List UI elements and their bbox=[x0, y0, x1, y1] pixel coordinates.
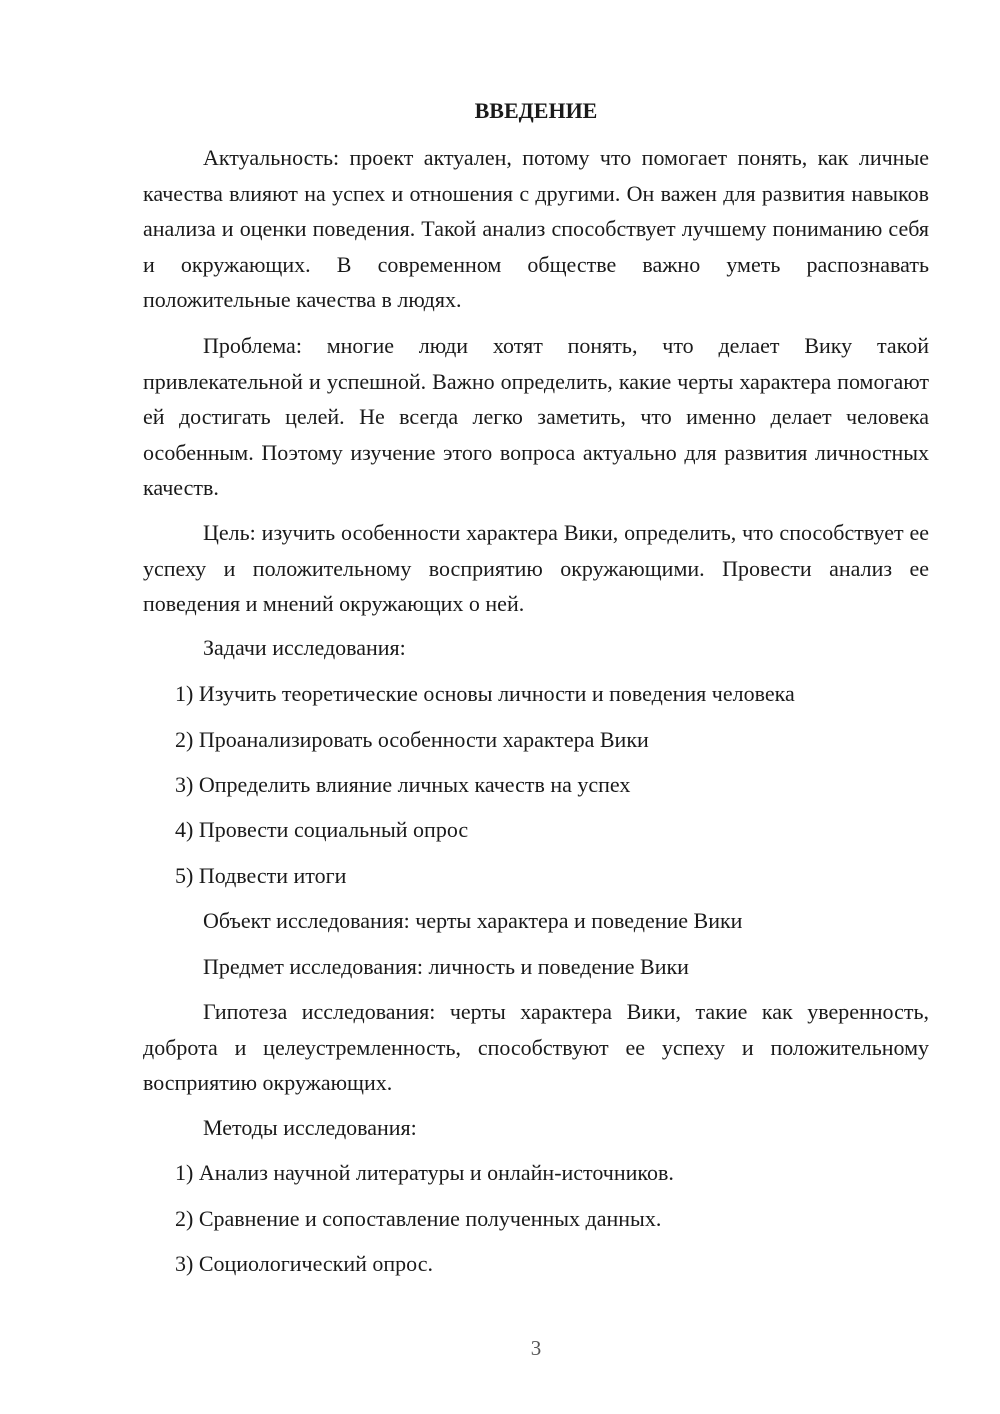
list-item: 1) Изучить теоретические основы личности и поведения человека bbox=[175, 681, 795, 706]
object-line: Объект исследования: черты характера и поведение Вики bbox=[203, 908, 743, 933]
page-number: 3 bbox=[530, 1336, 542, 1360]
list-item: 2) Проанализировать особенности характера Вики bbox=[175, 727, 649, 752]
subject-line: Предмет исследования: личность и поведение Вики bbox=[203, 954, 689, 979]
list-item: 2) Сравнение и сопоставление полученных данных. bbox=[175, 1206, 662, 1231]
list-item: 1) Анализ научной литературы и онлайн-источников. bbox=[175, 1160, 674, 1185]
relevance-paragraph: Актуальность: проект актуален, потому что помогает понять, как личные качества влияют на успех и отношения с другими. Он важен для развития навыков анализа и оценки поведения. Такой анализ способствует лучшему пониманию себя и окружающих. В современном обществе важно уметь распознавать положительные качества в людях. bbox=[143, 145, 929, 313]
methods-title: Методы исследования: bbox=[203, 1115, 417, 1140]
tasks-title: Задачи исследования: bbox=[203, 635, 406, 660]
page-heading: ВВЕДЕНИЕ bbox=[474, 98, 598, 123]
list-item: 3) Социологический опрос. bbox=[175, 1251, 433, 1276]
list-item: 3) Определить влияние личных качеств на успех bbox=[175, 772, 631, 797]
list-item: 5) Подвести итоги bbox=[175, 863, 347, 888]
hypothesis-paragraph: Гипотеза исследования: черты характера Вики, такие как уверенность, доброта и целеустремленность, способствуют ее успеху и положительному восприятию окружающих. bbox=[143, 999, 929, 1096]
list-item: 4) Провести социальный опрос bbox=[175, 817, 469, 842]
goal-paragraph: Цель: изучить особенности характера Вики, определить, что способствует ее успеху и положительному восприятию окружающими. Провести анализ ее поведения и мнений окружающих о ней. bbox=[143, 520, 929, 617]
problem-paragraph: Проблема: многие люди хотят понять, что делает Вику такой привлекательной и успешной. Важно определить, какие черты характера помогают ей достигать целей. Не всегда легко заметить, что именно делает человека особенным. Поэтому изучение этого вопроса актуально для развития личностных качеств. bbox=[143, 333, 929, 501]
